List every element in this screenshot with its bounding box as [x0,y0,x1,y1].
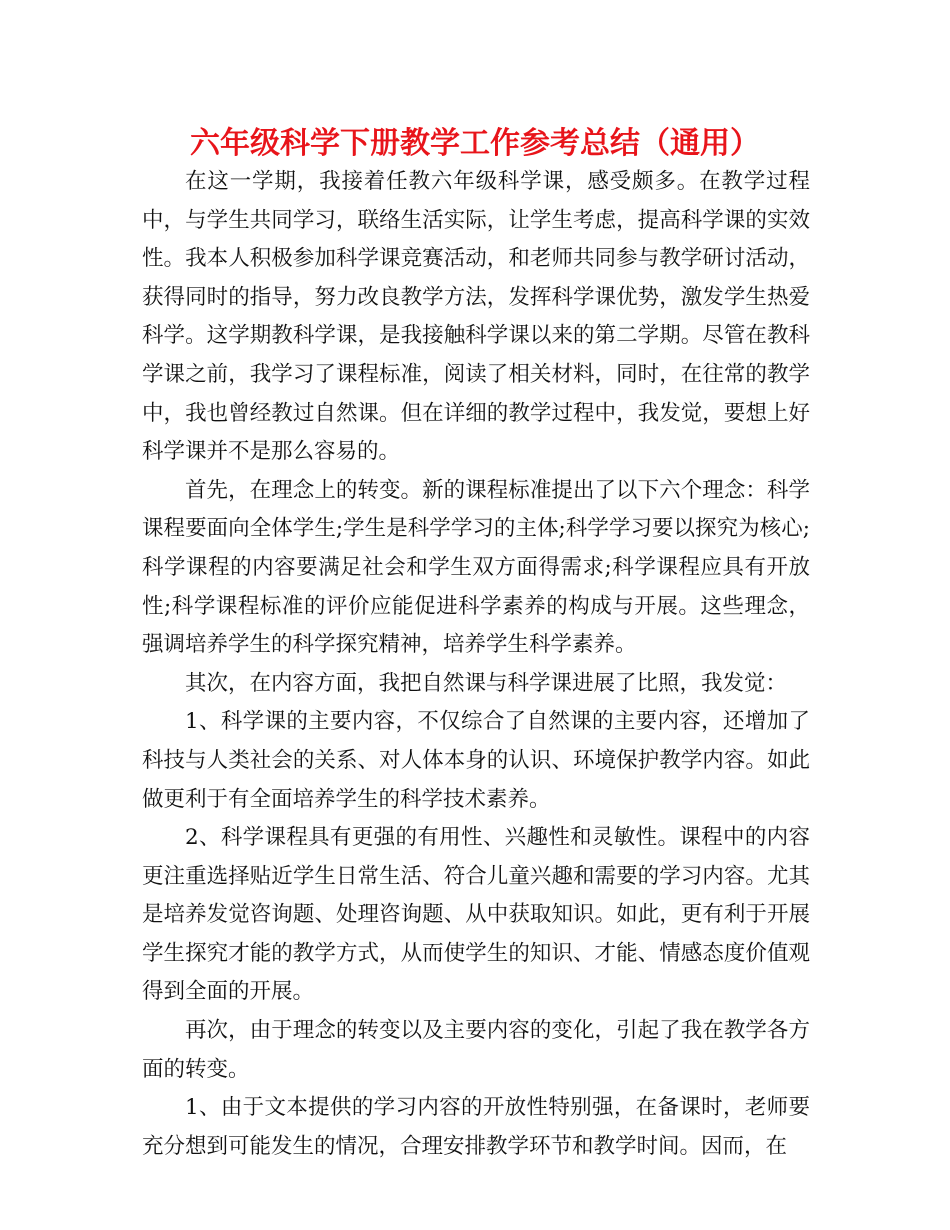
document-body [142,163,810,1166]
paragraph-teaching-point-1: 1、由于文本提供的学习内容的开放性特别强，在备课时，老师要充分想到可能发生的情况，合理安排教学环节和教学时间。因而，在 [142,1095,810,1159]
paragraph-point-1: 1、科学课的主要内容，不仅综合了自然课的主要内容，还增加了科技与人类社会的关系、对人体本身的认识、环境保护教学内容。如此做更利于有全面培养学生的科学技术素养。 [142,709,810,812]
paragraph-teaching-change: 再次，由于理念的转变以及主要内容的变化，引起了我在教学各方面的转变。 [142,1018,810,1082]
paragraph-concept-change: 首先，在理念上的转变。新的课程标准提出了以下六个理念：科学课程要面向全体学生;学生是科学学习的主体;科学学习要以探究为核心;科学课程的内容要满足社会和学生双方面得需求;科学课程应具有开放性;科学课程标准的评价应能促进科学素养的构成与开展。这些理念，强调培养学生的科学探究精神，培养学生科学素养。 [142,477,810,658]
paragraph-point-2: 2、科学课程具有更强的有用性、兴趣性和灵敏性。课程中的内容更注重选择贴近学生日常生活、符合儿童兴趣和需要的学习内容。尤其是培养发觉咨询题、处理咨询题、从中获取知识。如此，更有利于开展学生探究才能的教学方式，从而使学生的知识、才能、情感态度价值观得到全面的开展。 [142,825,810,1005]
paragraph-content-comparison: 其次，在内容方面，我把自然课与科学课进展了比照，我发觉： [185,670,788,696]
paragraph-intro: 在这一学期，我接着任教六年级科学课，感受颇多。在教学过程中，与学生共同学习，联络生活实际，让学生考虑，提高科学课的实效性。我本人积极参加科学课竞赛活动，和老师共同参与教学研讨活动，获得同时的指导，努力改良教学方法，发挥科学课优势，激发学生热爱科学。这学期教科学课，是我接触科学课以来的第二学期。尽管在教科学课之前，我学习了课程标准，阅读了相关材料，同时，在往常的教学中，我也曾经教过自然课。但在详细的教学过程中，我发觉，要想上好科学课并不是那么容易的。 [142,169,810,465]
document-title: 六年级科学下册教学工作参考总结（通用） [190,126,760,161]
